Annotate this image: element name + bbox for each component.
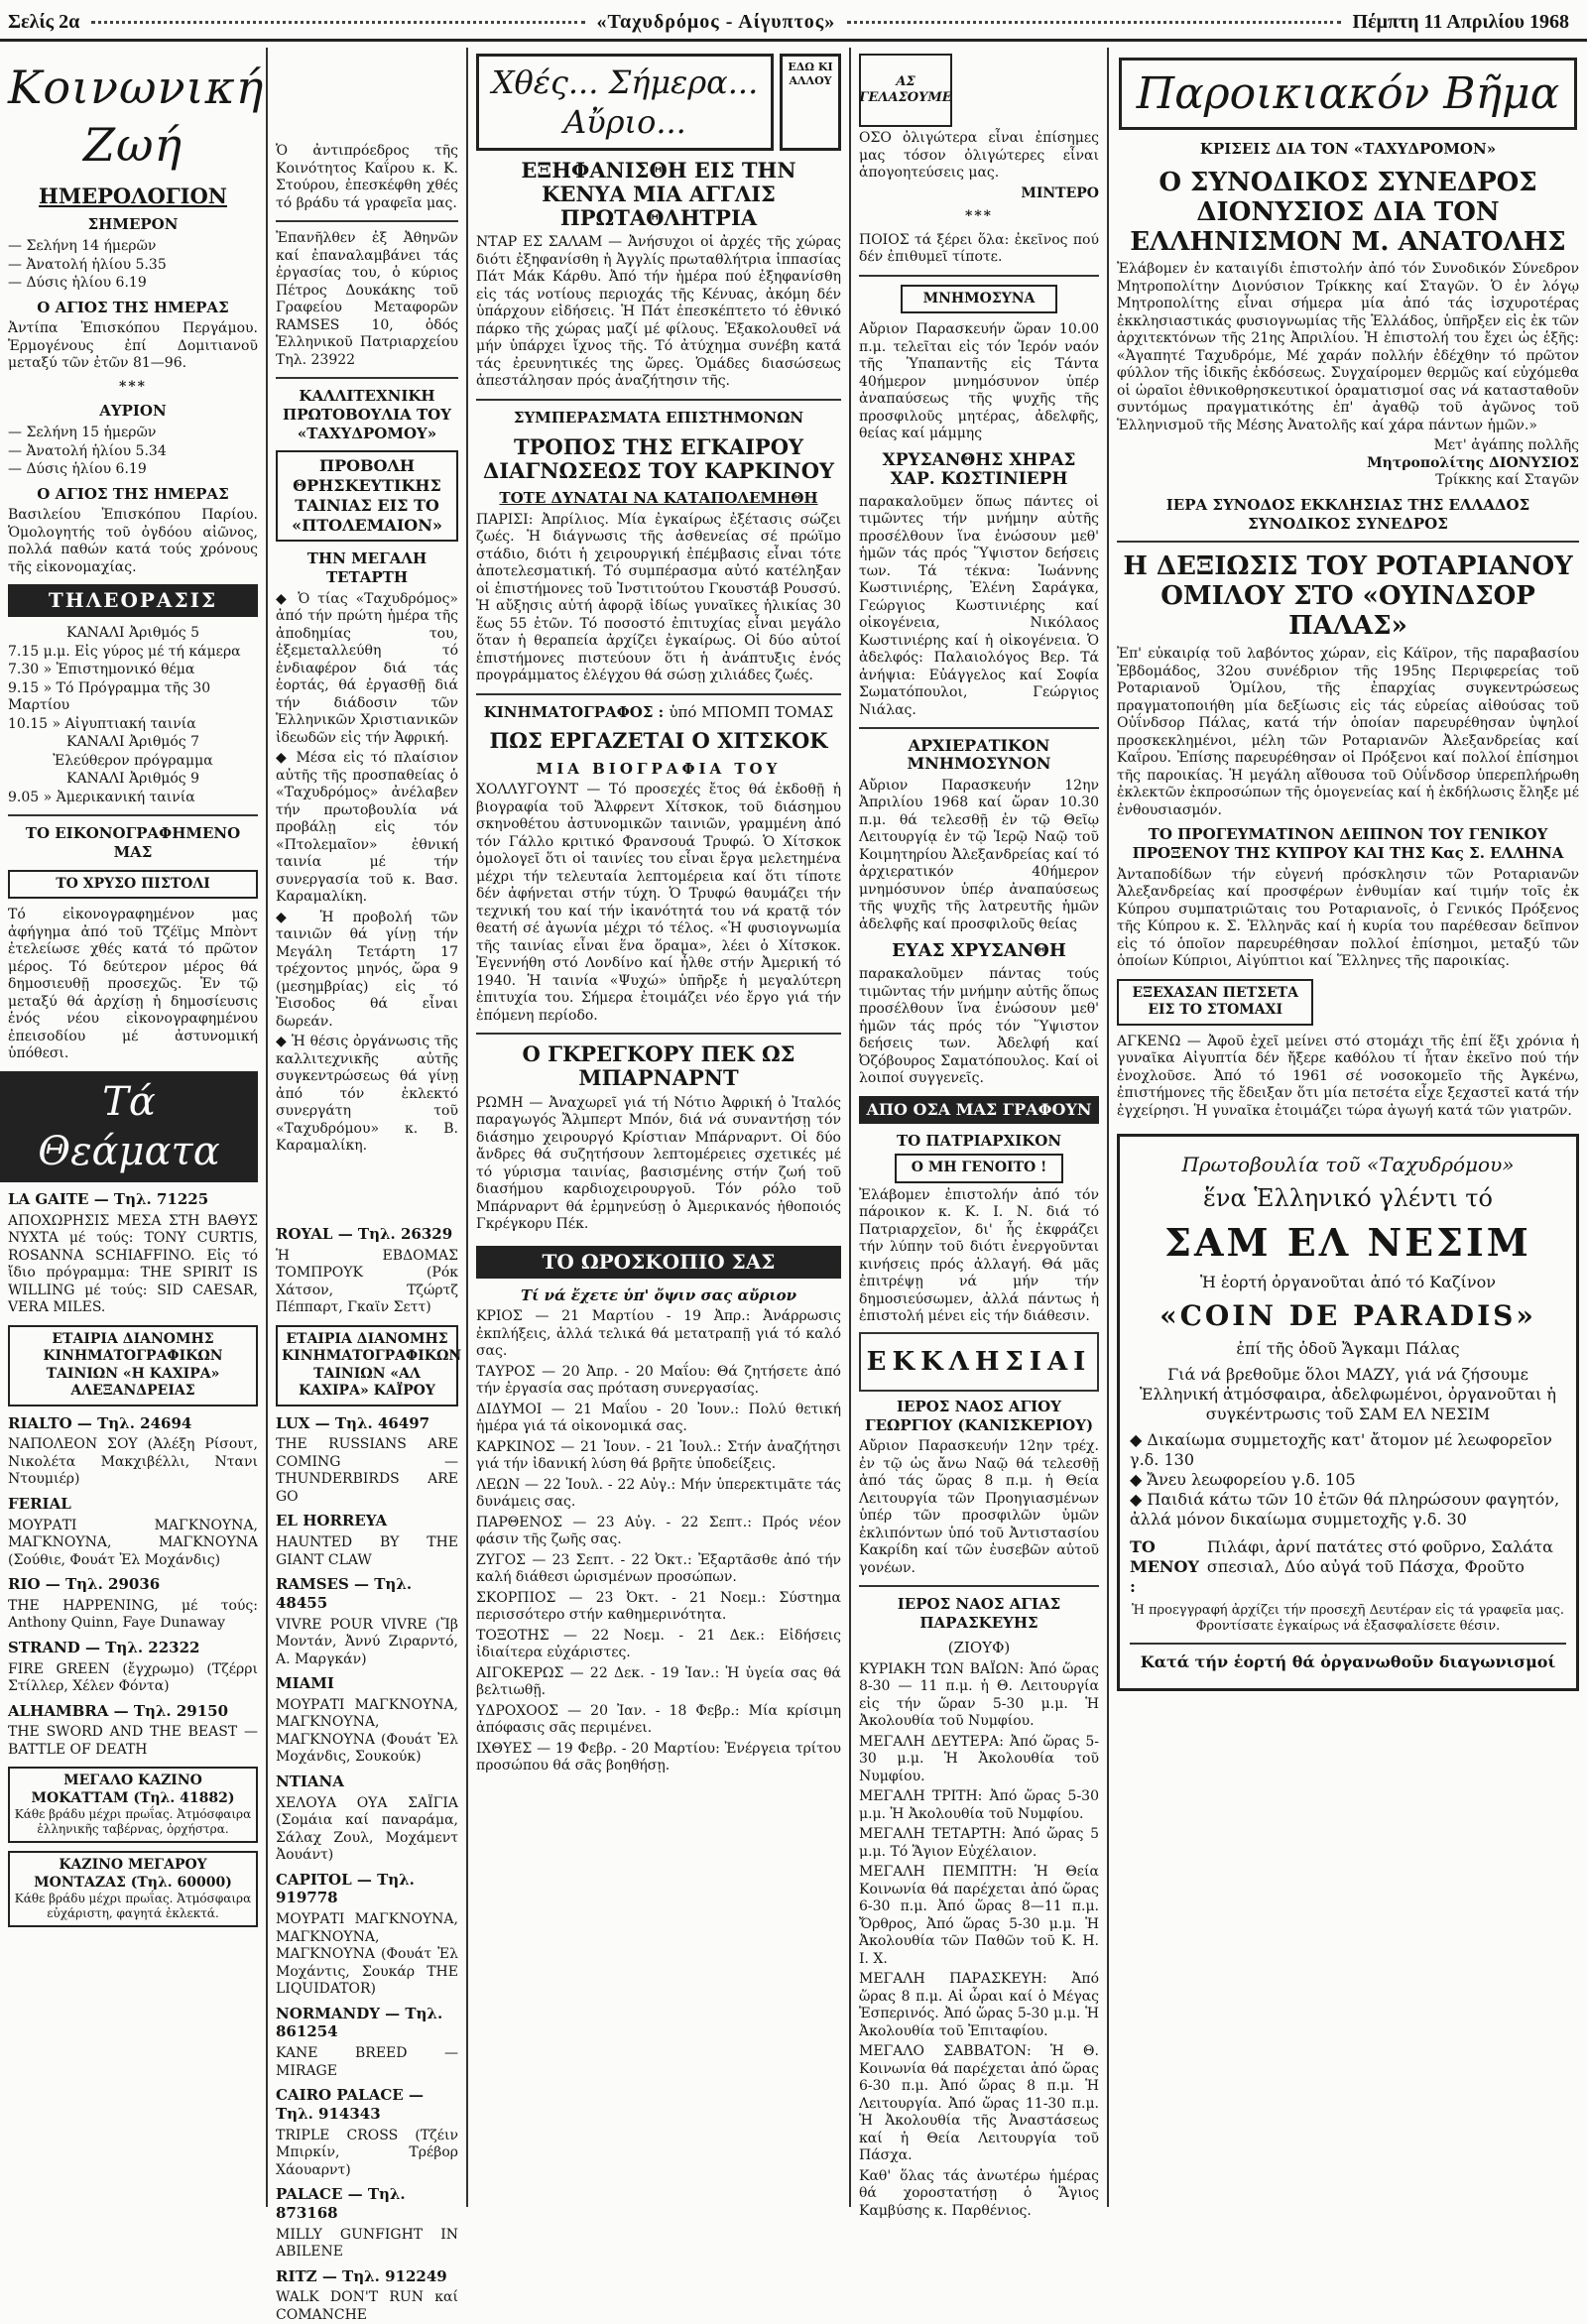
theatre-name: MIAMI xyxy=(276,1674,458,1693)
memorial-heading: ΜΝΗΜΟΣΥΝΑ xyxy=(901,285,1056,314)
distributor-box: ΕΤΑΙΡΙΑ ΔΙΑΝΟΜΗΣ ΚΙΝΗΜΑΤΟΓΡΑΦΙΚΩΝ ΤΑΙΝΙΩΝ «ΑΛ ΚΑΧΙΡΑ» ΚΑΪΡΟΥ xyxy=(276,1325,458,1407)
sam-el-nesim-ad xyxy=(1117,1134,1579,1691)
horoscope-item: ΑΙΓΟΚΕΡΩΣ — 22 Δεκ. - 19 Ἰαν.: Ἡ ὑγεία σας θά βελτιωθῇ. xyxy=(476,1665,841,1700)
tv-heading: ΤΗΛΕΟΡΑΣΙΣ xyxy=(8,584,258,617)
theatre-name: CAPITOL — Τηλ. 919778 xyxy=(276,1871,458,1908)
horoscope-item: ΔΙΔΥΜΟΙ — 21 Μαΐου - 20 Ἰουν.: Πολύ θετική ἡμέρα γιά τά οἰκονομικά σας. xyxy=(476,1402,841,1436)
theatre-text: ΝΑΠΟΛΕΟΝ ΣΟΥ (Ἀλέξη Ρίσουτ, Νικολέτα Μακχιβέλλι, Ντανι Ντουμιέρ) xyxy=(8,1436,258,1489)
tv-line: 9.05 » Ἀμερικανική ταινία xyxy=(8,790,258,807)
column-community xyxy=(1109,48,1587,2207)
theatre-entry xyxy=(8,1414,258,1489)
theatre-name: ΝΤΙΑΝΑ xyxy=(276,1773,458,1791)
theatre-entry xyxy=(276,1871,458,1999)
joke-text: ΟΣΟ ὀλιγώτερα εἶναι ἐπίσημες μας τόσον ὀλιγώτερες εἶναι ἀπογοητεύσεις μας. xyxy=(859,130,1099,183)
theatre-text: WALK DON'T RUN καί COMANCHE xyxy=(276,2289,458,2324)
tv-line: Ἐλεύθερον πρόγραμμα xyxy=(8,753,258,771)
ad-sub: ἕνα Ἑλληνικό γλέντι τό xyxy=(1130,1183,1566,1213)
rotary-text: Ἐπ' εὐκαιρίᾳ τοῦ λαβόντος χώραν, εἰς Κάϊρον, τῆς παραβασίου Ἐβδομάδος, 32ου συνέδριον τῆς 195ης Περιφερείας τοῦ Ροταριανοῦ Ὁμίλου, τῆς ἐπαρχίας συγκεντρώσεως πραγματοποιήθη μία δεξίωσις εἰς τάς εὐρείας αἰθούσας τοῦ Οὐΐνδσορ Πάλας, κατά τήν ὁποίαν παρευρέθησαν ὑψηλοί προσκεκλημένοι, μέλη τῶν Ροταριανῶν Ἀλεξανδρείας καί Καΐρου. Ἐπίσης παρευρέθησαν οἱ Πρόξενοι καί πολλοί ἐπίσημοι τῆς παροικίας. Ἡ μεγάλη αἴθουσα τοῦ Οὐΐνδσορ ὑπερεπλήρωθη ἐκλεκτῶν ἐκπροσώπων τῆς ὁμογενείας καί ἡ ἐκδήλωσις ἔληξε μέ ἐνθουσιασμόν. xyxy=(1117,646,1579,819)
theatre-text: FIRE GREEN (ἔγχρωμο) (Τζέρρι Στίλλερ, Χέλεν Φόντα) xyxy=(8,1661,258,1696)
tv-line: 7.30 » Ἐπιστημονικό θέμα xyxy=(8,662,258,679)
memorial-text: Αὔριον Παρασκευήν ὥραν 10.00 π.μ. τελεῖται εἰς τόν Ἱερόν ναόν τῆς Ὑπαπαντῆς εἰς Τάντα 40ήμερον μνημόσυνον ὑπέρ ἀναπαύσεως τῆς ψυχῆς τῆς προσφιλοῦς μητέρας, ἀδελφῆς, θείας καί μάμμης xyxy=(859,321,1099,443)
theatre-entry xyxy=(276,1575,458,1668)
archiep-text: παρακαλοῦμεν πάντας τούς τιμῶντας τήν μνήμην αὐτῆς ὅπως προσέλθουν ἵνα ἑνώσουν μεθ' ἡμῶν τάς πρός τόν Ὕψιστον δεήσεις των. Ἀδελφή καί Ὀζόβουρος Σαματόπουλος. Καί οἱ λοιποί συγγενεῖς. xyxy=(859,966,1099,1088)
news-header-row xyxy=(476,54,841,151)
news-tag: ΕΔΩ ΚΙ ΑΛΛΟΥ xyxy=(780,54,841,151)
section-header: Παροικιακόν Βῆμα xyxy=(1119,58,1577,130)
horoscope-item: ΛΕΩΝ — 22 Ἰουλ. - 22 Αὐγ.: Μήν ὑπερεκτιμᾶτε τάς δυνάμεις σας. xyxy=(476,1477,841,1512)
church2-heading: ΙΕΡΟΣ ΝΑΟΣ ΑΓΙΑΣ ΠΑΡΑΣΚΕΥΗΣ xyxy=(859,1595,1099,1633)
column-social-left xyxy=(0,48,266,2207)
ad-menu xyxy=(1130,1537,1566,1597)
horoscope-item: ΠΑΡΘΕΝΟΣ — 23 Αὐγ. - 22 Σεπτ.: Πρός νέον φάσιν τῆς ζωῆς σας. xyxy=(476,1515,841,1549)
bullet-icon: ◆ xyxy=(276,910,320,925)
column-news xyxy=(468,48,849,2207)
horoscope-item: ΚΑΡΚΙΝΟΣ — 21 Ἰουν. - 21 Ἰουλ.: Στήν ἀναζήτησι γιά τήν ἰδανική λύση θά βρῆτε ὑποδείξεις. xyxy=(476,1439,841,1474)
bullet-icon: ◆ xyxy=(276,1034,292,1049)
award-heading: ΚΑΛΛΙΤΕΧΝΙΚΗ ΠΡΩΤΟΒΟΥΛΙΑ ΤΟΥ «ΤΑΧΥΔΡΟΜΟΥ» xyxy=(276,387,458,442)
story3-text: ΧΟΛΛΥΓΟΥΝΤ — Τό προσεχές ἔτος θά ἐκδοθῇ ἡ βιογραφία τοῦ Ἄλφρεντ Χίτσκοκ, τοῦ διάσημου σκηνοθέτου ἀστυνομικῶν ταινιῶν, γραμμένη ἀπό τόν Γάλλο κριτικό Φρανσουά Τρυφώ. Ὁ Χίτσκοκ ὁμολογεῖ ὅτι οἱ ταινίες του εἶναι ἔργα μελετημένα μέχρι τήν τελευταία λεπτομέρεια καί ὅτι τίποτε δέν ἀφήνεται στήν τύχη. Ὁ Τρυφώ θαυμάζει τήν τεχνική του καί τήν ἱκανότητά του νά κρατᾷ τόν θεατή σέ ἀγωνία μέχρι τό τέλος. «Ἡ φυσιογνωμία τῆς ταινίας εἶναι ἕνα ὅραμα», λέει ὁ Χίτσκοκ. Ἐγεννήθη στό Λονδίνο καί ἦλθε στήν Ἀμερική τό 1940. Ἡ ταινία «Ψυχώ» ὑπῆρξε ἡ μεγαλύτερη ἐπιτυχία του. Σήμερα ἑτοιμάζει νέο ἔργο γιά τήν ἐπόμενη περίοδο. xyxy=(476,782,841,1025)
distributor-box: ΕΤΑΙΡΙΑ ΔΙΑΝΟΜΗΣ ΚΙΝΗΜΑΤΟΓΡΑΦΙΚΩΝ ΤΑΙΝΙΩΝ «Η ΚΑΧΙΡΑ» ΑΛΕΞΑΝΔΡΕΙΑΣ xyxy=(8,1325,258,1407)
church2-item: ΜΕΓΑΛΗ ΤΕΤΑΡΤΗ: Ἀπό ὥρας 5 μ.μ. Τό Ἅγιον Εὐχέλαιον. xyxy=(859,1826,1099,1861)
divider xyxy=(276,220,458,222)
tv-line: ΚΑΝΑΛΙ Ἀριθμός 5 xyxy=(8,625,258,643)
divider xyxy=(859,275,1099,277)
event-paragraph: Ἡ θέσις ὀργάνωσις τῆς καλλιτεχνικῆς αὐτῆς συγκεντρώσεως θά γίνῃ ἀπό τόν ἐκλεκτό συνεργάτη τοῦ «Ταχυδρόμου» κ. Β. Καραμαλίκη. xyxy=(276,1034,458,1154)
archiep-heading: ΑΡΧΙΕΡΑΤΙΚΟΝ ΜΝΗΜΟΣΥΝΟΝ xyxy=(859,737,1099,774)
horoscope-item: ΤΟΞΟΤΗΣ — 22 Νοεμ. - 21 Δεκ.: Εἰδήσεις ἰδιαίτερα εὐχάριστες. xyxy=(476,1628,841,1662)
theatre-name: CAIRO PALACE — Τηλ. 914343 xyxy=(276,2086,458,2124)
horoscope-heading: ΤΟ ΩΡΟΣΚΟΠΙΟ ΣΑΣ xyxy=(476,1246,841,1279)
theatre-name: PALACE — Τηλ. 873168 xyxy=(276,2185,458,2223)
comic-heading: ΤΟ ΕΙΚΟΝΟΓΡΑΦΗΜΕΝΟ ΜΑΣ xyxy=(8,824,258,862)
church2-item: ΜΕΓΑΛΟ ΣΑΒΒΑΤΟΝ: Ἡ Θ. Κοινωνία θά παρέχεται ἀπό ὥρας 6-30 π.μ. Ἀπό ὥρας 8 π.μ. Ἡ Λειτουργία. Ἀπό ὥρας 11-30 π.μ. Ἡ Ἀκολουθία τῆς Ἀναστάσεως καί ἡ Θεία Λειτουργία τοῦ Πάσχα. xyxy=(859,2043,1099,2165)
story3-title: ΠΩΣ ΕΡΓΑΖΕΤΑΙ Ο ΧΙΤΣΚΟΚ xyxy=(476,729,841,753)
ad-note: Ἡ προεγγραφή ἀρχίζει τήν προσεχῆ Δευτέραν εἰς τά γραφεῖα μας. Φροντίσατε ἐγκαίρως νά ἐξασφαλίσετε θέσιν. xyxy=(1130,1603,1566,1636)
dinner-title: ΤΟ ΠΡΟΓΕΥΜΑΤΙΝΟΝ ΔΕΙΠΝΟΝ ΤΟΥ ΓΕΝΙΚΟΥ ΠΡΟΞΕΝΟΥ ΤΗΣ ΚΥΠΡΟΥ ΚΑΙ ΤΗΣ Κας Σ. ΕΛΛΗΝΑ xyxy=(1117,825,1579,863)
theatre-name: NORMANDY — Τηλ. 861254 xyxy=(276,2005,458,2042)
bullet-icon: ◆ xyxy=(1130,1490,1147,1509)
church-banner: ΕΚΚΛΗΣΙΑΙ xyxy=(859,1332,1099,1392)
event-text xyxy=(276,591,458,748)
dotted-rule xyxy=(91,21,584,24)
bullet-icon: ◆ xyxy=(1130,1430,1147,1449)
horoscope-item: ΤΑΥΡΟΣ — 20 Ἀπρ. - 20 Μαΐου: Θά ζητήσετε ἀπό τήν ἐργασία σας πρόταση συνεργασίας. xyxy=(476,1364,841,1399)
letters-head: Ο ΜΗ ΓΕΝΟΙΤΟ ! xyxy=(895,1154,1062,1183)
ad-footer: Κατά τήν ἑορτή θά ὀργανωθοῦν διαγωνισμοί xyxy=(1130,1652,1566,1672)
theatre-entry xyxy=(8,1190,258,1317)
event-heading: ΠΡΟΒΟΛΗ ΘΡΗΣΚΕΥΤΙΚΗΣ ΤΑΙΝΙΑΣ ΕΙΣ ΤΟ «ΠΤΟΛΕΜΑΙΟΝ» xyxy=(276,450,458,542)
letters-heading: ΑΠΟ ΟΣΑ ΜΑΣ ΓΡΑΦΟΥΝ xyxy=(859,1096,1099,1124)
theatre-entry xyxy=(276,1512,458,1569)
divider xyxy=(476,1033,841,1035)
theatre-text: ΜΟΥΡΑΤΙ ΜΑΓΚΝΟΥΝΑ, ΜΑΓΚΝΟΥΝΑ, ΜΑΓΚΝΟΥΝΑ (Φουάτ Ἐλ Μοχάνδις, Σουκούκ) xyxy=(276,1697,458,1767)
casino-ad xyxy=(8,1767,258,1843)
saint-text: Ἀντίπα Ἐπισκόπου Περγάμου. Ἑρμογένους ἐπί Δομιτιανοῦ μεταξύ τῶν ἐτῶν 81—96. xyxy=(8,320,258,373)
archiep-text: Αὔριον Παρασκευήν 12ην Ἀπριλίου 1968 καί ὥραν 10.30 π.μ. θά τελεσθῇ ἐν τῷ Θεῖῳ Λειτουργίᾳ ἐν τῷ Ἱερῷ Ναῷ τοῦ Κοιμητηρίου Ἀλεξανδρείας καί τό ἀρχιερατικόν 40ήμερον μνημόσυνον ὑπέρ ἀναπαύσεως τῆς ψυχῆς τῆς λατρευτῆς ἡμῶν ἀδελφῆς καί προσφιλοῦς θείας xyxy=(859,778,1099,934)
saint2-text: Βασιλείου Ἐπισκόπου Παρίου. Ὁμολογητής τοῦ ὀγδόου αἰῶνος, πολλά παθών κατά τούς χρόνους τῆς εἰκονομαχίας. xyxy=(8,507,258,576)
tv-line: 7.15 μ.μ. Εἰς γύρος μέ τή κάμερα xyxy=(8,644,258,662)
theatre-name: LUX — Τηλ. 46497 xyxy=(276,1414,458,1433)
memorial-name: ΧΡΥΣΑΝΘΗΣ ΧΗΡΑΣ ΧΑΡ. ΚΩΣΤΙΝΙΕΡΗ xyxy=(859,451,1099,490)
joke-author: ΜΙΝΤΕΡΟ xyxy=(859,185,1099,203)
rotary-title: Η ΔΕΞΙΩΣΙΣ ΤΟΥ ΡΟΤΑΡΙΑΝΟΥ ΟΜΙΛΟΥ ΣΤΟ «ΟΥΙΝΔΣΟΡ ΠΑΛΑΣ» xyxy=(1117,552,1579,642)
church2-sub: (ΖΙΟΥΦ) xyxy=(859,1639,1099,1657)
joke-text: ΠΟΙΟΣ τά ξέρει ὅλα: ἐκεῖνος πού δέν ἐπιθυμεῖ τίποτε. xyxy=(859,232,1099,267)
theatre-entry xyxy=(8,1575,258,1633)
story4-title: Ο ΓΚΡΕΓΚΟΡΥ ΠΕΚ ΩΣ ΜΠΑΡΝΑΡΝΤ xyxy=(476,1042,841,1090)
event-text xyxy=(276,1034,458,1156)
cinema-label: ΚΙΝΗΜΑΤΟΓΡΑΦΟΣ : xyxy=(484,703,664,721)
event-text xyxy=(276,750,458,907)
price-text: Ἄνευ λεωφορείου γ.δ. 105 xyxy=(1147,1470,1355,1489)
casino-name: ΚΑΖΙΝΟ ΜΕΓΑΡΟΥ ΜΟΝΤΑΖΑΣ (Τηλ. 60000) xyxy=(14,1857,252,1892)
theatre-name: RAMSES — Τηλ. 48455 xyxy=(276,1575,458,1613)
theatre-entry xyxy=(276,1225,458,1317)
bullet-icon: ◆ xyxy=(276,750,296,766)
community-title: Ο ΣΥΝΟΔΙΚΟΣ ΣΥΝΕΔΡΟΣ ΔΙΟΝΥΣΙΟΣ ΔΙΑ ΤΟΝ ΕΛΛΗΝΙΣΜΟΝ Μ. ΑΝΑΤΟΛΗΣ xyxy=(1117,169,1579,258)
church2-item: ΚΥΡΙΑΚΗ ΤΩΝ ΒΑΪΩΝ: Ἀπό ὥρας 8-30 — 11 π.μ. ἡ Θ. Λειτουργία εἰς τήν ὥραν 5-30 μ.μ. Ἡ Ἀκολουθία τοῦ Νυμφίου. xyxy=(859,1661,1099,1731)
hemerologion-heading: ΗΜΕΡΟΛΟΓΙΟΝ xyxy=(8,183,258,209)
theatre-text: KANE BREED — MIRAGE xyxy=(276,2045,458,2080)
tomorrow-heading: ΑΥΡΙΟΝ xyxy=(8,402,258,421)
tomorrow-line: — Ἀνατολή ἡλίου 5.34 xyxy=(8,443,258,461)
ad-menu-label: ΤΟ ΜΕΝΟΥ : xyxy=(1130,1537,1199,1597)
theatre-name: STRAND — Τηλ. 22322 xyxy=(8,1639,258,1657)
tv-line: 9.15 » Τό Πρόγραμμα τῆς 30 Μαρτίου xyxy=(8,680,258,715)
divider xyxy=(859,1585,1099,1587)
letters-text: Ἐλάβομεν ἐπιστολήν ἀπό τόν πάροικον κ. Κ. Ι. Ν. διά τό Πατριαρχεῖον, δι' ἧς ἐκφράζει τήν λύπην τοῦ διότι ἐνεργοῦνται κινήσεις πρός ἀλλαγή. Θά μᾶς ἐπιτρέψῃ νά μήν τήν δημοσιεύσωμεν, ἀλλά πάντως ἡ ἐπιστολή μένει εἰς τήν διάθεσιν. xyxy=(859,1187,1099,1326)
visit-text: Ὁ ἀντιπρόεδρος τῆς Κοινότητος Καΐρου κ. Κ. Στούρου, ἐπεσκέφθη χθές τό βράδυ τά γραφεῖα μας. xyxy=(276,143,458,212)
story2-text: ΠΑΡΙΣΙ: Ἀπρίλιος. Μία ἐγκαίρως ἐξέτασις σώζει ζωές. Ἡ διάγνωσις τῆς ἀσθενείας σέ πρώϊμο στάδιο, διότι ἡ χειρουργική ἐπέμβασις εἶναι τότε ἀποτελεσματική. Τό συμπέρασμα αὐτό κατέληξαν οἱ ἐπιστήμονες τοῦ Ἰνστιτούτου Γκουστάβ Ρουσσύ. Ἡ αὔξησις αὐτή ἀφορᾷ ἰδίως γυναῖκες ἡλικίας 30 ἕως 55 ἐτῶν. Τό ποσοστό ἐπιτυχίας εἶναι μεγάλο ὅταν ἡ θεραπεία ἀρχίζει ἐγκαίρως. Οἱ δύο αὐτοί ἐπιστήμονες πιστεύουν ὅτι ἡ ἀνάπτυξις ἐνός προγράμματος ἐλέγχου θά σώσῃ χιλιάδες ζωές. xyxy=(476,512,841,685)
ad-kicker: Πρωτοβουλία τοῦ «Ταχυδρόμου» xyxy=(1130,1153,1566,1177)
story3-sub: ΜΙΑ ΒΙΟΓΡΑΦΙΑ ΤΟΥ xyxy=(476,760,841,779)
archiep-name: ΕΥΑΣ ΧΡΥΣΑΝΘΗ xyxy=(859,941,1099,962)
section-header: Κοινωνική Ζωή xyxy=(8,60,258,174)
ad-casino: «COIN DE PARADIS» xyxy=(1130,1298,1566,1333)
theatre-text: ΜΟΥΡΑΤΙ ΜΑΓΚΝΟΥΝΑ, ΜΑΓΚΝΟΥΝΑ, ΜΑΓΚΝΟΥΝΑ (Σούθιε, Φουάτ Ἐλ Μοχάνδις) xyxy=(8,1518,258,1570)
theatre-entry xyxy=(276,2086,458,2179)
humor-tag: ΑΣ ΓΕΛΑΣΟΥΜΕ xyxy=(859,54,952,127)
theatre-name: RITZ — Τηλ. 912249 xyxy=(276,2267,458,2286)
bullet-icon: ◆ xyxy=(1130,1470,1147,1489)
tv-line: ΚΑΝΑΛΙ Ἀριθμός 9 xyxy=(8,771,258,789)
signature-line: Μετ' ἀγάπης πολλῆς xyxy=(1117,437,1579,455)
today-line: — Ἀνατολή ἡλίου 5.35 xyxy=(8,257,258,275)
theatre-text: HAUNTED BY THE GIANT CLAW xyxy=(276,1534,458,1569)
event-paragraph: Ἡ προβολή τῶν ταινιῶν θά γίνῃ τήν Μεγάλη Τετάρτη 17 τρέχοντος μηνός, ὥρα 9 (μεσημβρίας) εἰς τό Ἐισοδος θά εἶναι δωρεάν. xyxy=(276,910,458,1030)
signature xyxy=(1117,437,1579,490)
signature-line: Τρίκκης καί Σταγῶν xyxy=(1117,472,1579,490)
theatre-entry xyxy=(276,1773,458,1865)
ad-menu-text: Πιλάφι, ἀρνί πατάτες στό φοῦρνο, Σαλάτα σπεσιαλ, Δύο αὐγά τοῦ Πάσχα, Φροῦτο xyxy=(1207,1537,1566,1597)
tomorrow-line: — Σελήνη 15 ἡμερῶν xyxy=(8,425,258,442)
event-paragraph: Μέσα εἰς τό πλαίσιον αὐτῆς τῆς προσπαθείας ὁ «Ταχυδρόμος» ἀνέλαβεν τήν πρωτοβουλία νά προβάλῃ εἰς τόν «Πτολεμαῖον» ἐθνική ταινία μέ τήν συνεργασία τοῦ κ. Βασ. Καραμαλίκη. xyxy=(276,750,458,905)
humor-text: ΑΓΚΕΝΩ — Ἀφοῦ ἐχεῖ μείνει στό στομάχι τῆς ἐπί ἕξι χρόνια ἡ γυναῖκα Αἰγυπτία δέν ἤξερε καθόλου τί ἦταν ἐκεῖνο πού τήν ἐνοχλοῦσε. Ἀπό τό 1961 σέ νοσοκομεῖο τῆς Ἀγκένω, ἐπιστήμονες τῆς ἔδειξαν ὅτι μία πετσέτα εἶχε ξεχαστεῖ κατά τήν ἐγχείρησι. Ἡ γυναῖκα ἐτοιμάζει τώρα ἀγωγή κατά τῶν γιατρῶν. xyxy=(1117,1034,1579,1121)
divider xyxy=(8,814,258,816)
theatre-text: THE SWORD AND THE BEAST — BATTLE OF DEATH xyxy=(8,1724,258,1759)
theatre-name: ROYAL — Τηλ. 26329 xyxy=(276,1225,458,1244)
memorial-text: παρακαλοῦμεν ὅπως πάντες οἱ τιμῶντες τήν μνήμην αὐτῆς προσέλθουν ἵνα ἑνώσουν μεθ' ἡμῶν τάς πρός Ὕψιστον δεήσεις των. Τά τέκνα: Ἰωάννης Κωστινιέρης, Ἐλένη Σαράγκα, Γεώργιος Κωστινιέρης καί οἰκογένεια, Νικόλαος Κωστινιέρης καί ἡ οἰκογένεια. Ὁ ἀδελφός: Παλαιολόγος Βερ. Τά ἀνήψια: Εὐάγγελος καί Σοφία Σωματόπουλοι, Γεώργιος Νιάλας. xyxy=(859,494,1099,720)
price-text: Παιδιά κάτω τῶν 10 ἐτῶν θά πληρώσουν φαγητόν, ἀλλά μόνον δικαίωμα συμμετοχῆς γ.δ. 30 xyxy=(1130,1490,1559,1529)
cinema-kicker xyxy=(476,703,841,722)
theatre-text: THE RUSSIANS ARE COMING — THUNDERBIRDS ARE GO xyxy=(276,1436,458,1506)
tv-line: 10.15 » Αἰγυπτιακή ταινία xyxy=(8,716,258,734)
casino-ad xyxy=(8,1851,258,1927)
top-strip xyxy=(0,6,1587,42)
today-heading: ΣΗΜΕΡΟΝ xyxy=(8,215,258,234)
dinner-text: Ἀνταποδίδων τήν εὐγενή πρόσκλησιν τῶν Ροταριανῶν Ἀλεξανδρείας καί προσφέρων ἐνθυμίαν καί τιμήν τοῖς ἐκ Κύπρου συμπατριῶταις του Ροταριανοῖς, ὁ Γενικός Πρόξενος τῆς Κύπρου κ. Σ. Ἑλληνᾶς καί ἡ κυρία του παρέθεσαν δεῖπνον εἰς τό ὁποῖον παρευρέθησαν πολλοί ἐπίσημοι, μεταξύ τῶν ὁποίων Κύπριοι, Αἰγύπτιοι καί Ἕλληνες τῆς παροικίας. xyxy=(1117,867,1579,971)
theatre-entry xyxy=(276,2267,458,2324)
event-text xyxy=(276,910,458,1032)
theatre-name: RIALTO — Τηλ. 24694 xyxy=(8,1414,258,1433)
tv-line: ΚΑΝΑΛΙ Ἀριθμός 7 xyxy=(8,734,258,752)
story4-text: ΡΩΜΗ — Ἀναχωρεῖ γιά τή Νότιο Ἀφρική ὁ Ἰταλός παραγωγός Ἄλμπερτ Μπόν, διά νά συναντήσῃ τόν διάσημο χειρουργό Κρίστιαν Μπάρναρντ. Οἱ δύο ἄνδρες θά συζητήσουν λεπτομέρειες σχετικές μέ τό γύρισμα ταινίας, βασισμένης στήν ζωή τοῦ διασήμου καρδιοχειρουργοῦ. Τόν ρόλο τοῦ Μπάρναρντ θά ἑρμηνεύσῃ ὁ Ἀμερικανός ἠθοποιός Γκρέγκορυ Πέκ. xyxy=(476,1095,841,1234)
divider xyxy=(859,727,1099,729)
theatre-entry xyxy=(276,1674,458,1767)
theatre-text: Ἡ ΕΒΔΟΜΑΣ ΤΟΜΠΡΟΥΚ (Ρόκ Χάτσον, Τζώρτζ Πέππαρτ, Γκαϊν Σεττ) xyxy=(276,1248,458,1317)
horoscope-item: ΖΥΓΟΣ — 23 Σεπτ. - 22 Ὀκτ.: Ἐξαρτᾶσθε ἀπό τήν καλή διάθεσι ὡρισμένων προσώπων. xyxy=(476,1552,841,1587)
casino-text: Κάθε βράδυ μέχρι πρωΐας. Ἀτμόσφαιρα εὐχάριστη, φαγητά ἐκλεκτά. xyxy=(14,1892,252,1921)
divider xyxy=(476,399,841,401)
science-kicker: ΣΥΜΠΕΡΑΣΜΑΤΑ ΕΠΙΣΤΗΜΟΝΩΝ xyxy=(476,409,841,428)
comic-name: ΤΟ ΧΡΥΣΟ ΠΙΣΤΟΛΙ xyxy=(8,870,258,900)
column-memorials xyxy=(851,48,1107,2207)
theatres-header: Τά Θεάματα xyxy=(0,1071,258,1182)
event-subheading: ΤΗΝ ΜΕΓΑΛΗ ΤΕΤΑΡΤΗ xyxy=(276,550,458,587)
letters-sub: ΤΟ ΠΑΤΡΙΑΡΧΙΚΟΝ xyxy=(859,1132,1099,1151)
today-line: — Δύσις ἡλίου 6.19 xyxy=(8,275,258,293)
theatre-name: RIO — Τηλ. 29036 xyxy=(8,1575,258,1594)
theatre-text: ΜΟΥΡΑΤΙ ΜΑΓΚΝΟΥΝΑ, ΜΑΓΚΝΟΥΝΑ, ΜΑΓΚΝΟΥΝΑ (Φουάτ Ἐλ Μοχάντις, Σουκάρ ΤΗΕ LIQUIDATOR) xyxy=(276,1911,458,1999)
divider xyxy=(276,377,458,379)
column-social-right xyxy=(268,48,466,2207)
today-line: — Σελήνη 14 ήμερῶν xyxy=(8,238,258,256)
ad-line: ἐπί τῆς ὁδοῦ Ἄγκαμι Πάλας xyxy=(1130,1339,1566,1359)
church1-heading: ΙΕΡΟΣ ΝΑΟΣ ΑΓΙΟΥ ΓΕΩΡΓΙΟΥ (ΚΑΝΙΣΚΕΡΙΟΥ) xyxy=(859,1398,1099,1435)
page-number: Σελίς 2α xyxy=(8,11,79,34)
separator-stars: *** xyxy=(859,208,1099,226)
comic-text: Τό εἰκονογραφημένον μας ἀφήγημα ἀπό τοῦ Τζέϊμς Μπὸντ ἐτελείωσε χθές κατά τό πρῶτον μέρος. Τό δεύτερον μέρος θά δημοσιευθῇ προσεχῶς. Ἐν τῷ μεταξύ θά ἀρχίσῃ ἡ δημοσίευσις ἑνός νέου εἰκονογραφημένου ἐπεισοδίου μέ ἀστυνομική ὑπόθεσι. xyxy=(8,907,258,1063)
theatre-entry xyxy=(276,1414,458,1507)
theatre-entry xyxy=(276,2185,458,2262)
synod-heading: ΙΕΡΑ ΣΥΝΟΔΟΣ ΕΚΚΛΗΣΙΑΣ ΤΗΣ ΕΛΛΑΔΟΣ ΣΥΝΟΔΙΚΟΣ ΣΥΝΕΔΡΟΣ xyxy=(1117,496,1579,534)
saint-heading: Ο ΑΓΙΟΣ ΤΗΣ ΗΜΕΡΑΣ xyxy=(8,299,258,317)
community-text: Ἐλάβομεν ἐν καταιγίδι ἐπιστολήν ἀπό τόν Συνοδικόν Σύνεδρον Μητροπολίτην Διονύσιον Τρίκκης καί Σταγῶν. Ὁ ἐν λόγῳ Μητροπολίτης εἶναι σήμερα μία ἀπό τάς ἰσχυροτέρας ἐκκλησιαστικάς φυσιογνωμίας τῆς Ἑλλάδος, ὑπῆρξεν εἰς ἐκ τῶν ἀρχιτεκτόνων τῆς 21ης Ἀπριλίου. Ἡ ἐπιστολή του ἔχει ὡς ἑξῆς: «Ἀγαπητέ Ταχυδρόμε, Μέ χαράν πολλήν ἐδέχθην τό πρῶτον φύλλον τῆς ἰδικῆς ἐκδόσεως. Συγχαίρομεν θερμῶς καί εὐχόμεθα οἱ ὡραῖοι ἐθνικοθρησκευτικοί ὁραματισμοί σας νά κατασταθοῦν συντόμως πραγματικότης ἐπ' ἀγαθῷ τοῦ ἀγῶνος τοῦ Ἑλληνισμοῦ τῆς Μέσης Ἀνατολῆς καί χάρα πάντων ἡμῶν.» xyxy=(1117,261,1579,434)
horoscope-item: ΥΔΡΟΧΟΟΣ — 20 Ἰαν. - 18 Φεβρ.: Μία κρίσιμη ἀπόφασις σᾶς περιμένει. xyxy=(476,1703,841,1738)
story2-sub: ΤΟΤΕ ΔΥΝΑΤΑΙ ΝΑ ΚΑΤΑΠΟΛΕΜΗΘΗ xyxy=(476,489,841,508)
price-line xyxy=(1130,1490,1566,1529)
theatre-text: TRIPLE CROSS (Τζέιν Μπιρκίν, Τρέβορ Χάουαρντ) xyxy=(276,2128,458,2180)
horoscope-sub: Τί νά ἔχετε ὑπ' ὄψιν σας αὔριον xyxy=(476,1286,841,1305)
church2-item: ΜΕΓΑΛΗ ΠΕΜΠΤΗ: Ἡ Θεία Κοινωνία θά παρέχεται ἀπό ὥρας 6-30 π.μ. Ἀπό ὥρας 8—11 π.μ. Ὄρθρος, Ἀπό ὥρας 5-30 μ.μ. Ἡ Ἀκολουθία τῶν Παθῶν τοῦ Κ. Η. Ι. Χ. xyxy=(859,1864,1099,1968)
price-line xyxy=(1130,1470,1566,1490)
horoscope-item: ΣΚΟΡΠΙΟΣ — 23 Ὀκτ. - 21 Νοεμ.: Σύστημα περισσότερο στήν καθημερινότητα. xyxy=(476,1590,841,1625)
theatre-text: VIVRE POUR VIVRE (Ἴβ Μοντάν, Ἀννύ Ζιραρντό, Α. Μαργκάν) xyxy=(276,1617,458,1669)
event-paragraph: Ὁ τίας «Ταχυδρόμος» ἀπό τήν πρώτη ἡμέρα τῆς ἀποδημίας του, ἐξεμεταλλεύθη τό ἐνδιαφέρον διά τάς ἑορτάς, θά ἐργασθῇ διά τήν διάδοσιν τῶν Ἑλληνικῶν Χριστιανικῶν ἰδεωδῶν εἰς τήν Ἀφρική. xyxy=(276,591,458,746)
signature-line: Μητροπολίτης ΔΙΟΝΥΣΙΟΣ xyxy=(1117,455,1579,473)
horoscope-item: ΙΧΘΥΕΣ — 19 Φεβρ. - 20 Μαρτίου: Ἐνέργεια τρίτου προσώπου θά σᾶς βοηθήσῃ. xyxy=(476,1741,841,1775)
theatre-text: THE HAPPENING, μέ τούς: Anthony Quinn, Faye Dunaway xyxy=(8,1598,258,1633)
church1-text: Αὔριον Παρασκευήν 12ην τρέχ. ἐν τῷ ὡς ἄνω Ναῷ θά τελεσθῇ ἀπό τάς ὥρας 8 π.μ. ἡ Θεία Λειτουργία τῶν Προηγιασμένων ὑπέρ τῶν προσφιλῶν ὑμῶν ἐκλιπόντων ὑπό τοῦ Ἀντιστασίου Κακρίδη καί τῶν ἐυσεβῶν αὐτοῦ γονέων. xyxy=(859,1438,1099,1577)
ad-line: Γιά νά βρεθοῦμε ὅλοι ΜΑΖΥ, γιά νά ζήσουμε Ἑλληνική ἀτμόσφαιρα, ἀδελφωμένοι, ὀργανοῦται ἡ συγκέντρωσις τοῦ ΣΑΜ ΕΛ ΝΕΣΙΜ xyxy=(1130,1365,1566,1424)
community-kicker: ΚΡΙΣΕΙΣ ΔΙΑ ΤΟΝ «ΤΑΧΥΔΡΟΜΟΝ» xyxy=(1117,140,1579,159)
theatre-entry xyxy=(8,1495,258,1569)
issue-date: Πέμπτη 11 Απριλίου 1968 xyxy=(1353,11,1569,34)
casino-text: Κάθε βράδυ μέχρι πρωΐας. Ἀτμόσφαιρα ἑλληνικῆς ταβέρνας, ὀρχήστρα. xyxy=(14,1807,252,1837)
ad-line: Ἡ ἑορτή ὀργανοῦται ἀπό τό Καζίνον xyxy=(1130,1273,1566,1292)
ad-name: ΣΑΜ ΕΛ ΝΕΣΙΜ xyxy=(1130,1219,1566,1267)
theatre-text: MILLY GUNFIGHT IN ABILENE xyxy=(276,2227,458,2262)
divider xyxy=(476,693,841,695)
story1-title: ΕΞΗΦΑΝΙΣΘΗ ΕΙΣ ΤΗΝ ΚΕΝΥΑ ΜΙΑ ΑΓΓΛΙΣ ΠΡΩΤΑΘΛΗΤΡΙΑ xyxy=(476,159,841,230)
separator-stars: *** xyxy=(8,379,258,397)
story2-title: ΤΡΟΠΟΣ ΤΗΣ ΕΓΚΑΙΡΟΥ ΔΙΑΓΝΩΣΕΩΣ ΤΟΥ ΚΑΡΚΙΝΟΥ xyxy=(476,435,841,483)
news-header: Χθές... Σήμερα... Αὔριο... xyxy=(476,54,774,151)
tomorrow-line: — Δύσις ἡλίου 6.19 xyxy=(8,461,258,479)
bullet-icon: ◆ xyxy=(276,591,298,607)
theatre-name: FERIAL xyxy=(8,1495,258,1514)
paper-name: «Ταχυδρόμος - Αίγυπτος» xyxy=(597,11,836,34)
church2-item: ΜΕΓΑΛΗ ΠΑΡΑΣΚΕΥΗ: Ἀπό ὥρας 8 π.μ. Αἱ ὧραι καί ὁ Μέγας Ἑσπερινός. Ἀπό ὥρας 5-30 μ.μ. Ἡ Ἀκολουθία τοῦ Ἐπιταφίου. xyxy=(859,1971,1099,2040)
theatre-text: ΑΠΟΧΩΡΗΣΙΣ ΜΕΣΑ ΣΤΗ ΒΑΘΥΣ ΝΥΧΤΑ μέ τούς: TONY CURTIS, ROSANNA SCHIAFFINO. Εἰς τό ἴδιο πρόγραμμα: THE SPIRIT IS WILLING μέ τούς: SID CAESAR, VERA MILES. xyxy=(8,1213,258,1317)
divider xyxy=(1117,541,1579,543)
price-text: Δικαίωμα συμμετοχῆς κατ' ἄτομον μέ λεωφορεῖον γ.δ. 130 xyxy=(1130,1430,1552,1469)
humor-heading: ΕΞΕΧΑΣΑΝ ΠΕΤΣΕΤΑ ΕΙΣ ΤΟ ΣΤΟΜΑΧΙ xyxy=(1117,979,1313,1026)
theatres-right-list xyxy=(276,1225,458,2324)
story1-text: ΝΤΑΡ ΕΣ ΣΑΛΑΜ — Ἀνήσυχοι οἱ ἀρχές τῆς χώρας διότι ἐξηφανίσθη ἡ Ἀγγλίς πρωταθλήτρια ἱππασίας Πάτ Μάκ Κάρθυ. Ἀπό τήν ἡμέρα πού ἐξηφανίσθη εἰς τάς νοτίους περιοχάς τῆς Κένυας, ἀκόμη δέν ὑπάρχουν εἰδήσεις. Ἡ Πάτ ἐπεσκέπτετο τό ἐθνικό πάρκο τῆς χώρας μαζί μέ φίλους. Ἐξακολουθεῖ νά μήν ὑπάρχει ἴχνος τῆς. Τό ἀτύχημα συνέβη κατά τάς ἐρευνητικές της ὥρες. Ὁμάδες διασώσεως ἀπεστάλησαν πρός ἀναζήτησιν τῆς. xyxy=(476,234,841,391)
casino-name: ΜΕΓΑΛΟ ΚΑΖΙΝΟ ΜΟΚΑΤΤΑΜ (Τηλ. 41882) xyxy=(14,1773,252,1807)
theatre-name: EL HORREYA xyxy=(276,1512,458,1530)
theatre-entry xyxy=(276,2005,458,2081)
theatre-text: ΧΕΛΟΥΑ ΟΥΑ ΣΑΪΓΙΑ (Σομάια καί παναράμα, Σάλαχ Ζουλ, Μοχάμεντ Ἀουάντ) xyxy=(276,1795,458,1865)
church2-foot: Καθ' ὅλας τάς ἀνωτέρω ἡμέρας θά χοροστατήσῃ ὁ Ἅγιος Καμβύσης κ. Παρθένιος. xyxy=(859,2168,1099,2221)
cinema-author: ὑπό ΜΠΟΜΠ ΤΟΜΑΣ xyxy=(669,703,833,721)
divider xyxy=(1130,1643,1566,1645)
church2-item: ΜΕΓΑΛΗ ΤΡΙΤΗ: Ἀπό ὥρας 5-30 μ.μ. Ἡ Ἀκολουθία τοῦ Νυμφίου. xyxy=(859,1788,1099,1823)
theatre-entry xyxy=(8,1702,258,1760)
church2-item: ΜΕΓΑΛΗ ΔΕΥΤΕΡΑ: Ἀπό ὥρας 5-30 μ.μ. Ἡ Ἀκολουθία τοῦ Νυμφίου. xyxy=(859,1734,1099,1786)
price-line xyxy=(1130,1430,1566,1470)
saint2-heading: Ο ΑΓΙΟΣ ΤΗΣ ΗΜΕΡΑΣ xyxy=(8,485,258,504)
return-text: Ἐπανῆλθεν ἐξ Ἀθηνῶν καί ἐπαναλαμβάνει τάς ἐργασίας του, ὁ κύριος Πέτρος Δουκάκης τοῦ Γραφείου Μεταφορῶν RAMSES 10, ὁδός Ἑλληνικοῦ Πατριαρχείου Τηλ. 23922 xyxy=(276,230,458,369)
ad-prices xyxy=(1130,1430,1566,1529)
dotted-rule xyxy=(847,21,1340,24)
theatre-name: ALHAMBRA — Τηλ. 29150 xyxy=(8,1702,258,1721)
theatre-entry xyxy=(8,1639,258,1696)
horoscope-item: ΚΡΙΟΣ — 21 Μαρτίου - 19 Ἀπρ.: Ἀνάρρωσις ἐκπλήξεις, ἀλλά τελικά θά μετατραπῇ γιά τό καλό σας. xyxy=(476,1308,841,1361)
theatre-name: LA GAITE — Τηλ. 71225 xyxy=(8,1190,258,1209)
